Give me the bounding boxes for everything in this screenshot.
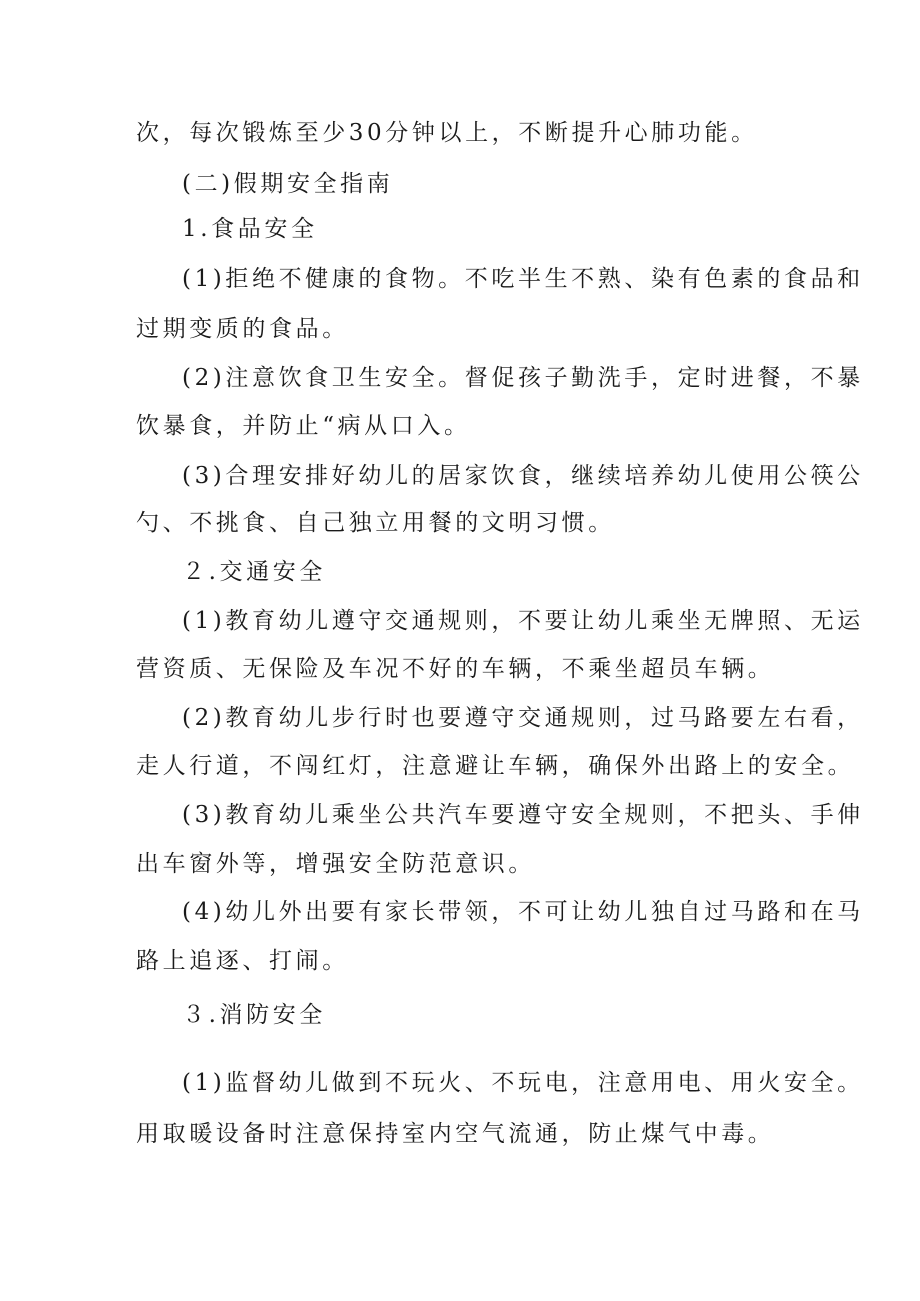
paragraph-line: (3)合理安排好幼儿的居家饮食，继续培养幼儿使用公筷公 [182,463,864,489]
paragraph-line: 饮暴食，并防止“病从口入。 [136,413,471,439]
subsection-heading-fire-safety: ３.消防安全 [182,1002,326,1028]
paragraph-line: 勺、不挑食、自己独立用餐的文明习惯。 [136,510,615,536]
section-heading: (二)假期安全指南 [182,171,394,197]
paragraph-line: 次，每次锻炼至少30分钟以上，不断提升心肺功能。 [136,120,758,146]
paragraph-line: 路上追逐、打闹。 [136,948,349,974]
paragraph-line: 营资质、无保险及车况不好的车辆，不乘坐超员车辆。 [136,656,775,682]
paragraph-line: 用取暖设备时注意保持室内空气流通，防止煤气中毒。 [136,1121,775,1147]
paragraph-line: (2)注意饮食卫生安全。督促孩子勤洗手，定时进餐，不暴 [182,365,864,391]
subsection-heading-food-safety: 1.食品安全 [182,216,318,242]
paragraph-line: (2)教育幼儿步行时也要遵守交通规则，过马路要左右看， [182,705,864,731]
paragraph-line: (1)监督幼儿做到不玩火、不玩电，注意用电、用火安全。 [182,1070,864,1096]
paragraph-line: 过期变质的食品。 [136,316,349,342]
paragraph-line: (3)教育幼儿乘坐公共汽车要遵守安全规则，不把头、手伸 [182,802,864,828]
paragraph-line: (1)教育幼儿遵守交通规则，不要让幼儿乘坐无牌照、无运 [182,608,864,634]
subsection-heading-traffic-safety: ２.交通安全 [182,559,326,585]
paragraph-line: 走人行道，不闯红灯，注意避让车辆，确保外出路上的安全。 [136,753,855,779]
paragraph-line: (1)拒绝不健康的食物。不吃半生不熟、染有色素的食品和 [182,266,864,292]
paragraph-line: 出车窗外等，增强安全防范意识。 [136,851,535,877]
paragraph-line: (4)幼儿外出要有家长带领，不可让幼儿独自过马路和在马 [182,899,864,925]
